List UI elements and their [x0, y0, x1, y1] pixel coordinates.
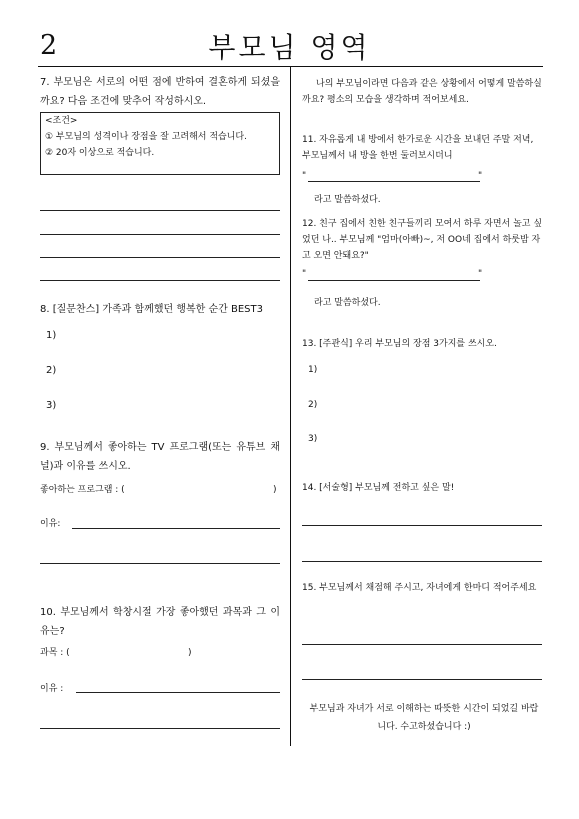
- answer-line-q11[interactable]: [308, 181, 480, 182]
- q9-program-label: 좋아하는 프로그램 : (: [40, 485, 125, 495]
- question-12: 12. 친구 집에서 친한 친구들끼리 모여서 하루 자면서 놀고 싶었던 나.. 부모님께 "엄마(아빠)~, 저 OO네 집에서 하룻밤 자고 오면 안돼요?": [302, 219, 543, 261]
- question-15: 15. 부모님께서 채점해 주시고, 자녀에게 한마디 적어주세요: [302, 583, 537, 593]
- q11-quote-close: ": [478, 171, 483, 181]
- closing-message: 부모님과 자녀가 서로 이해하는 따뜻한 시간이 되었길 바랍니다. 수고하셨습니다 :): [309, 704, 539, 732]
- q9-program-close: ): [273, 485, 277, 495]
- answer-line-q15-1[interactable]: [302, 644, 542, 645]
- q8-item-2: 2): [46, 365, 57, 376]
- page-title: 부모님 영역: [208, 31, 371, 64]
- answer-line-q14-1[interactable]: [302, 525, 542, 526]
- page-number: 2: [40, 30, 58, 61]
- q10-subject-label: 과목 : (: [40, 648, 70, 658]
- answer-line-q9-2[interactable]: [40, 563, 280, 564]
- answer-line-q15-2[interactable]: [302, 679, 542, 680]
- question-7: 7. 부모님은 서로의 어떤 점에 반하여 결혼하게 되셨을까요? 다음 조건에 맞추어 작성하시오.: [40, 77, 280, 107]
- q12-quote-open: ": [302, 269, 307, 279]
- q13-item-2: 2): [308, 400, 318, 410]
- column-divider: [290, 66, 291, 746]
- q11-quote-open: ": [302, 171, 307, 181]
- q12-quote-close: ": [478, 269, 483, 279]
- question-9: 9. 부모님께서 좋아하는 TV 프로그램(또는 유튜브 채널)과 이유를 쓰시오.: [40, 442, 280, 472]
- conditions-box: [40, 112, 280, 175]
- question-10: 10. 부모님께서 학창시절 가장 좋아했던 과목과 그 이유는?: [40, 607, 280, 637]
- q12-tail: 라고 말씀하셨다.: [314, 298, 381, 308]
- answer-line-q7-3[interactable]: [40, 257, 280, 258]
- q8-item-3: 3): [46, 400, 57, 411]
- question-11: 11. 자유롭게 내 방에서 한가로운 시간을 보내던 주말 저녁, 부모님께서 내 방을 한번 둘러보시더니: [302, 135, 534, 161]
- conditions-label: <조건>: [45, 116, 78, 126]
- answer-line-q10-2[interactable]: [40, 728, 280, 729]
- q10-subject-close: ): [188, 648, 192, 658]
- q10-reason-label: 이유 :: [40, 684, 64, 694]
- question-13: 13. [주관식] 우리 부모님의 장점 3가지를 쓰시오.: [302, 339, 497, 349]
- question-14: 14. [서술형] 부모님께 전하고 싶은 말!: [302, 483, 455, 493]
- intro-text: 나의 부모님이라면 다음과 같은 상황에서 어떻게 말씀하실까요? 평소의 모습을 생각하며 적어보세요.: [302, 79, 542, 105]
- answer-line-q7-4[interactable]: [40, 280, 280, 281]
- answer-line-q7-1[interactable]: [40, 210, 280, 211]
- question-8: 8. [질문찬스] 가족과 함께했던 행복한 순간 BEST3: [40, 304, 263, 315]
- q9-reason-label: 이유:: [40, 519, 61, 529]
- q13-item-1: 1): [308, 365, 318, 375]
- answer-line-q14-2[interactable]: [302, 561, 542, 562]
- q8-item-1: 1): [46, 330, 57, 341]
- answer-line-q12[interactable]: [308, 280, 480, 281]
- condition-1: ① 부모님의 성격이나 장점을 잘 고려해서 적습니다.: [45, 132, 247, 142]
- answer-line-q10-1[interactable]: [76, 692, 280, 693]
- condition-2: ② 20자 이상으로 적습니다.: [45, 148, 155, 158]
- q13-item-3: 3): [308, 434, 318, 444]
- answer-line-q9-1[interactable]: [72, 528, 280, 529]
- q11-tail: 라고 말씀하셨다.: [314, 195, 381, 205]
- answer-line-q7-2[interactable]: [40, 234, 280, 235]
